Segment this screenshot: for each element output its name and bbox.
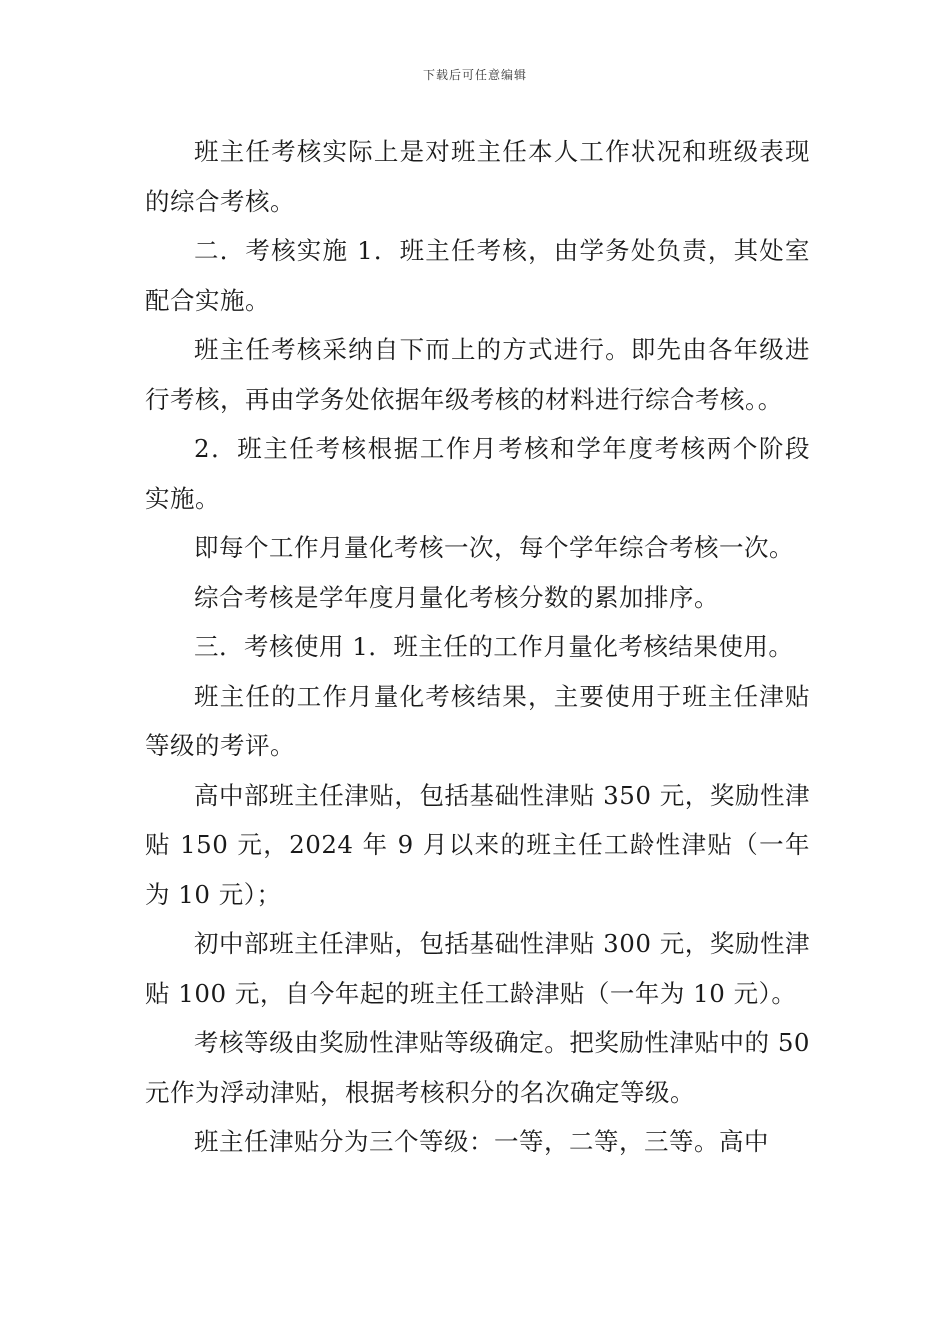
paragraph-12: 班主任津贴分为三个等级：一等，二等，三等。高中: [194, 1127, 769, 1156]
paragraph-4: 2．班主任考核根据工作月考核和学年度考核两个阶段实施。: [145, 434, 810, 513]
paragraph-1: 班主任考核实际上是对班主任本人工作状况和班级表现的综合考核。: [145, 137, 810, 216]
paragraph-8: 班主任的工作月量化考核结果，主要使用于班主任津贴等级的考评。: [145, 681, 810, 760]
paragraph-9: 高中部班主任津贴，包括基础性津贴 350 元，奖励性津贴 150 元，2024 年 9 月以来的班主任工龄性津贴（一年为 10 元）；: [145, 780, 810, 909]
paragraph-10: 初中部班主任津贴，包括基础性津贴 300 元，奖励性津贴 100 元，自今年起的班主任工龄津贴（一年为 10 元）。: [145, 929, 810, 1008]
document-body: [145, 127, 810, 1167]
paragraph-11: 考核等级由奖励性津贴等级确定。把奖励性津贴中的 50 元作为浮动津贴，根据考核积分的名次确定等级。: [145, 1028, 810, 1107]
paragraph-5: 即每个工作月量化考核一次，每个学年综合考核一次。: [194, 533, 794, 562]
paragraph-2: 二．考核实施 1．班主任考核，由学务处负责，其处室配合实施。: [145, 236, 810, 315]
paragraph-6: 综合考核是学年度月量化考核分数的累加排序。: [194, 582, 719, 612]
paragraph-7: 三．考核使用 1．班主任的工作月量化考核结果使用。: [194, 632, 794, 661]
page-header-note: 下载后可任意编辑: [422, 68, 527, 82]
paragraph-3: 班主任考核采纳自下而上的方式进行。即先由各年级进行考核，再由学务处依据年级考核的材料进行综合考核。。: [145, 335, 810, 414]
